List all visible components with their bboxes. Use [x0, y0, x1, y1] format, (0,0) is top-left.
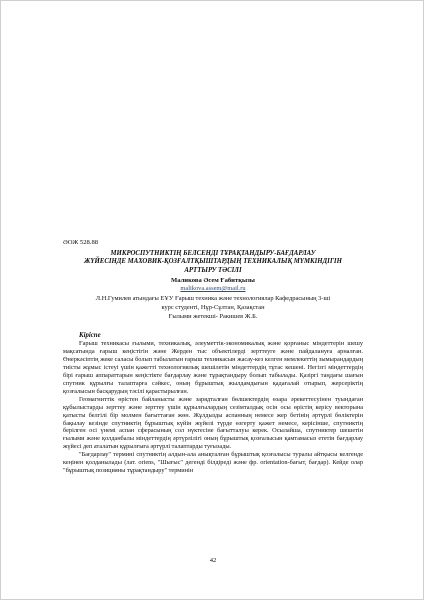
body-paragraph: Ғарыш техникасы ғылыми, техникалық, әлеуметтік-экономикалық және қорғаныс міндеттерін шешу мақсатында ғарыш кеңістігін және Жерден тыс объектілерді зерттеуге және пайдалануға арналған. Өнеркәсіптің жеке саласы болып табылатын ғарыш техникасын жасау-кез келген мемлекеттің зымырандардың тиісты жұмыс істеуі үшін қажетті технологиялық шешілетін міндеттердің тұтас кешені. Негізгі міндеттердің бірі ғарыш аппараттарын кеңістікте бағдарлау және тұрақтандыру болып табылады. Қазіргі таңдағы шағын спутник құрылғы талаптарға сәйкес, оның бұрыштық жылдамдығын қадағалай отырып, жерсеріктің қозғалысын басқарудың тәсілі қарастырылған.	[63, 340, 363, 395]
author-affiliation	[63, 294, 363, 321]
author-email-link[interactable]: malikova.assem@mail.ru	[180, 284, 246, 292]
article-body	[63, 239, 363, 475]
title-line: АРТТЫРУ ТӘСІЛІ	[184, 266, 242, 274]
affiliation-line: Ғылыми жетекші- Ракишев Ж.Б.	[168, 313, 258, 321]
author-name: Маликова Әсем Ғабитқызы	[171, 276, 255, 284]
affiliation-line: Л.Н.Гумилев атындағы ЕҰУ Ғарыш техника және технологиялар Кафедрасының 3-ші	[95, 295, 331, 303]
section-heading: Кіріспе	[79, 332, 101, 340]
udc-code: ӘОЖ 528.88	[63, 239, 99, 246]
article-title	[63, 250, 363, 275]
affiliation-line: курс студенті, Нұр-Сұлтан, Қазақстан	[161, 304, 265, 312]
body-paragraph: Геомагниттік өрістен байланысты және зарядталған бөлшектердің өзара әрекеттесуінен туындаған құбылыстарды зерттеу және зерттеу үшін құрылғылардың сезімталдық осін осы өрістің керісу векторына қатысты белгілі бір молмен бағыттаған жөн. Жұлдызды аспанның немесе жер бетінің әртүрлі бөліктерін бақылау кезінде спутниктің бұрыштық күйін жүйелі түрде өзгерту қажет немесе, керісінше, спутниктің берілген осі үнемі аспан сфераcының сол нүктесіне бағытталуы керек. Осылайша, спутниктер шешетін ғылыми және қолданбалы міндеттердің әртүрлілігі оның бұрыштық қозғалысын қамтамасыз ететін бағдарлау жүйесі деп аталатын құрылғыға әртүрлі талаптарды туғызады.	[63, 395, 363, 451]
body-paragraph: "Бағдарлау" термині спутниктің алдын-ала анықталған бұрыштық қозғалысы туралы айтқысы келгенде кеңінен қолданылады (лат. oriens, "Шығыс" дегенді білдіреді және фр. orientation-бағыт, бағдар). Кейде олар "бұрыштық позицияны тұрақтандыру" терминін	[63, 451, 363, 474]
page-number: 42	[209, 557, 217, 564]
title-line: МИКРОСПУТНИКТІҢ БЕЛСЕНДІ ТҰРАҚТАНДЫРУ-БАҒДАРЛАУ	[110, 250, 316, 257]
title-line: ЖҮЙЕСІНДЕ МАХОВИК-ҚОЗҒАЛТҚЫШТАРДЫҢ ТЕХНИКАЛЫҚ МҮМКІНДІГІН	[84, 258, 342, 266]
